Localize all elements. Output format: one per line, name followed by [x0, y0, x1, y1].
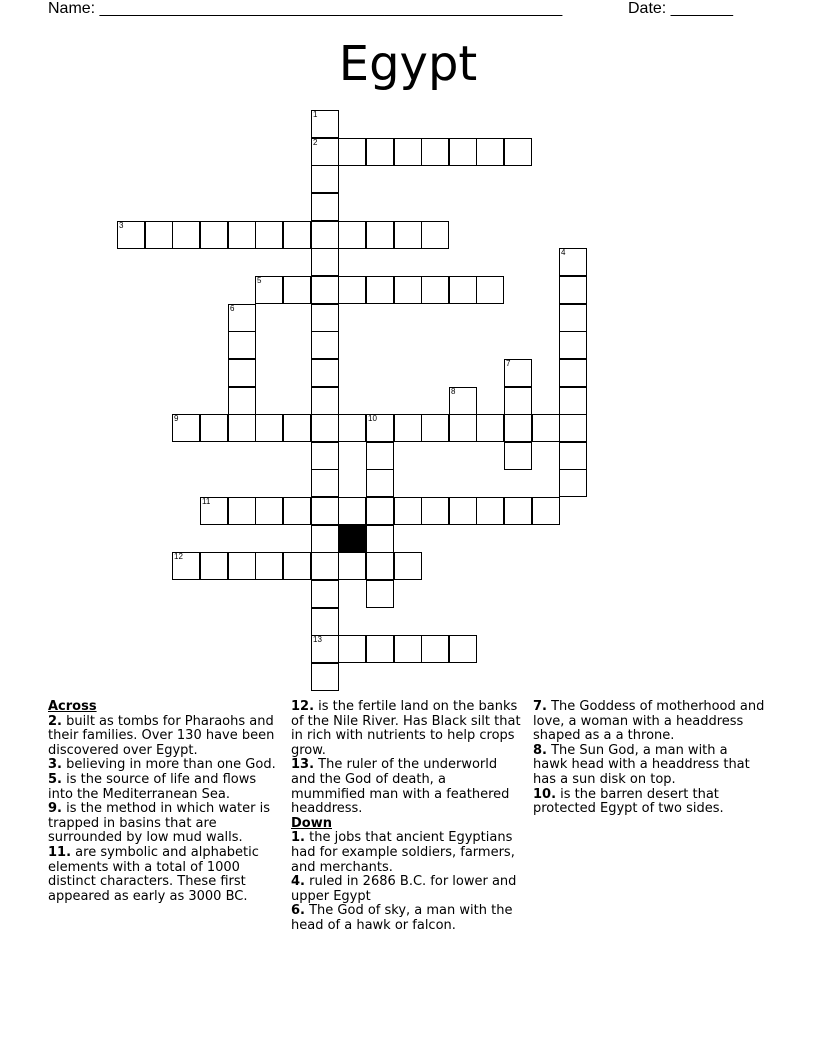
cell-number: 4: [561, 248, 566, 257]
crossword-cell[interactable]: [255, 276, 283, 304]
crossword-cell[interactable]: [311, 608, 339, 636]
crossword-cell[interactable]: [394, 497, 422, 525]
crossword-cell[interactable]: [366, 552, 394, 580]
crossword-cell[interactable]: [283, 414, 311, 442]
black-cell: [338, 525, 366, 553]
cell-number: 8: [451, 387, 456, 396]
clue-text: ruled in 2686 B.C. for lower and upper Egypt: [291, 874, 517, 904]
crossword-cell[interactable]: [366, 525, 394, 553]
crossword-cell[interactable]: [421, 414, 449, 442]
crossword-cell[interactable]: [228, 221, 256, 249]
crossword-cell[interactable]: [283, 276, 311, 304]
clue-across-12: [291, 700, 523, 758]
crossword-cell[interactable]: [311, 331, 339, 359]
crossword-cell[interactable]: [559, 442, 587, 470]
crossword-cell[interactable]: [449, 138, 477, 166]
crossword-cell[interactable]: [394, 276, 422, 304]
crossword-cell[interactable]: [338, 414, 366, 442]
crossword-cell[interactable]: [311, 497, 339, 525]
crossword-cell[interactable]: [366, 276, 394, 304]
clue-number: 13.: [291, 757, 315, 773]
crossword-cell[interactable]: [559, 387, 587, 415]
clue-number: 7.: [533, 699, 547, 714]
clue-across-9: [48, 802, 280, 846]
crossword-cell[interactable]: [476, 138, 504, 166]
crossword-cell[interactable]: [311, 221, 339, 249]
crossword-cell[interactable]: [338, 635, 366, 663]
clue-number: 9.: [48, 801, 62, 817]
clue-text: is the method in which water is trapped in basins that are surrounded by low mud walls.: [48, 801, 270, 846]
crossword-cell[interactable]: [200, 414, 228, 442]
crossword-cell[interactable]: [559, 248, 587, 276]
crossword-cell[interactable]: [559, 276, 587, 304]
crossword-cell[interactable]: [476, 276, 504, 304]
crossword-cell[interactable]: [476, 414, 504, 442]
crossword-cell[interactable]: [255, 221, 283, 249]
crossword-cell[interactable]: [228, 331, 256, 359]
page-title: Egypt: [338, 36, 478, 92]
crossword-cell[interactable]: [255, 497, 283, 525]
crossword-cell[interactable]: [504, 497, 532, 525]
crossword-cell[interactable]: [228, 304, 256, 332]
cell-number: 12: [174, 552, 183, 561]
crossword-cell[interactable]: [311, 469, 339, 497]
cell-number: 10: [368, 414, 377, 423]
name-field-label: Name: ____________________________________________________: [48, 0, 563, 17]
clue-text: believing in more than one God.: [61, 757, 276, 773]
clue-down-4: [291, 875, 523, 904]
crossword-cell[interactable]: [311, 276, 339, 304]
crossword-cell[interactable]: [421, 138, 449, 166]
crossword-cell[interactable]: [366, 580, 394, 608]
crossword-cell[interactable]: [421, 221, 449, 249]
clue-across-3: [48, 758, 280, 773]
crossword-cell[interactable]: [449, 635, 477, 663]
crossword-cell[interactable]: [228, 552, 256, 580]
crossword-cell[interactable]: [172, 414, 200, 442]
crossword-cell[interactable]: [449, 497, 477, 525]
crossword-cell[interactable]: [228, 497, 256, 525]
crossword-cell[interactable]: [559, 414, 587, 442]
crossword-cell[interactable]: [311, 248, 339, 276]
clue-number: 11.: [48, 844, 72, 860]
crossword-cell[interactable]: [449, 276, 477, 304]
crossword-cell[interactable]: [449, 387, 477, 415]
crossword-cell[interactable]: [228, 414, 256, 442]
cell-number: 13: [313, 635, 322, 644]
crossword-cell[interactable]: [559, 331, 587, 359]
clue-text: is the fertile land on the banks of the Nile River. Has Black silt that in rich with nutrients to help crops grow.: [291, 699, 521, 758]
clue-text: are symbolic and alphabetic elements with a total of 1000 distinct characters. These first appeared as early as 3000 BC.: [48, 844, 259, 904]
clue-number: 8.: [533, 742, 547, 758]
cell-number: 7: [506, 359, 511, 368]
clue-down-8: [533, 744, 765, 788]
crossword-cell[interactable]: [532, 414, 560, 442]
clue-text: built as tombs for Pharaohs and their families. Over 130 have been discovered over Egypt.: [48, 713, 275, 758]
crossword-cell[interactable]: [366, 414, 394, 442]
clue-column-2: [291, 700, 523, 934]
crossword-cell[interactable]: [394, 635, 422, 663]
clue-text: is the source of life and flows into the Mediterranean Sea.: [48, 771, 257, 802]
crossword-cell[interactable]: [338, 276, 366, 304]
clue-text: The Goddess of motherhood and love, a woman with a headdress shaped as a a throne.: [533, 699, 765, 744]
crossword-cell[interactable]: [311, 387, 339, 415]
crossword-cell[interactable]: [228, 359, 256, 387]
clue-column-3: [533, 700, 765, 817]
crossword-cell[interactable]: [504, 442, 532, 470]
cell-number: 3: [119, 221, 124, 230]
clue-number: 5.: [48, 771, 62, 787]
crossword-cell[interactable]: [559, 359, 587, 387]
crossword-cell[interactable]: [366, 138, 394, 166]
clue-text: the jobs that ancient Egyptians had for example soldiers, farmers, and merchants.: [291, 830, 515, 875]
cell-number: 6: [230, 304, 235, 313]
clue-number: 2.: [48, 713, 62, 729]
clue-number: 1.: [291, 830, 305, 846]
crossword-cell[interactable]: [311, 359, 339, 387]
clue-text: The ruler of the underworld and the God of death, a mummified man with a feathered headdress.: [291, 757, 510, 817]
crossword-cell[interactable]: [311, 138, 339, 166]
clue-text: The Sun God, a man with a hawk head with a headdress that has a sun disk on top.: [533, 742, 750, 787]
crossword-cell[interactable]: [228, 387, 256, 415]
crossword-cell[interactable]: [283, 497, 311, 525]
crossword-cell[interactable]: [255, 552, 283, 580]
across-heading: Across: [48, 699, 97, 714]
crossword-cell[interactable]: [421, 635, 449, 663]
crossword-cell[interactable]: [311, 193, 339, 221]
crossword-cell[interactable]: [366, 635, 394, 663]
crossword-cell[interactable]: [338, 497, 366, 525]
clue-number: 10.: [533, 786, 557, 802]
crossword-cell[interactable]: [172, 221, 200, 249]
crossword-cell[interactable]: [283, 552, 311, 580]
crossword-cell[interactable]: [311, 165, 339, 193]
crossword-cell[interactable]: [145, 221, 173, 249]
crossword-cell[interactable]: [559, 469, 587, 497]
crossword-cell[interactable]: [255, 414, 283, 442]
crossword-cell[interactable]: [311, 580, 339, 608]
crossword-cell[interactable]: [311, 635, 339, 663]
cell-number: 2: [313, 138, 318, 147]
crossword-cell[interactable]: [200, 221, 228, 249]
crossword-cell[interactable]: [366, 442, 394, 470]
crossword-cell[interactable]: [311, 552, 339, 580]
clue-number: 3.: [48, 757, 62, 773]
clue-across-5: [48, 773, 280, 802]
crossword-cell[interactable]: [311, 110, 339, 138]
clue-across-13: [291, 758, 523, 816]
cell-number: 1: [313, 110, 318, 119]
crossword-cell[interactable]: [394, 552, 422, 580]
crossword-cell[interactable]: [394, 138, 422, 166]
clue-number: 4.: [291, 874, 305, 890]
clue-down-6: [291, 904, 523, 933]
clue-down-1: [291, 831, 523, 875]
crossword-cell[interactable]: [311, 525, 339, 553]
crossword-cell[interactable]: [449, 414, 477, 442]
clue-column-1: [48, 700, 280, 904]
down-heading: Down: [291, 815, 332, 831]
clue-down-7: [533, 700, 765, 744]
clue-text: The God of sky, a man with the head of a hawk or falcon.: [291, 903, 513, 933]
crossword-cell[interactable]: [200, 552, 228, 580]
crossword-cell[interactable]: [366, 221, 394, 249]
crossword-cell[interactable]: [421, 276, 449, 304]
crossword-cell[interactable]: [504, 414, 532, 442]
crossword-cell[interactable]: [366, 469, 394, 497]
crossword-cell[interactable]: [311, 442, 339, 470]
crossword-cell[interactable]: [421, 497, 449, 525]
crossword-cell[interactable]: [394, 414, 422, 442]
crossword-cell[interactable]: [338, 221, 366, 249]
crossword-cell[interactable]: [117, 221, 145, 249]
date-field-label: Date: _______: [628, 0, 733, 17]
clue-number: 6.: [291, 903, 305, 919]
crossword-cell[interactable]: [504, 138, 532, 166]
clue-across-11: [48, 846, 280, 904]
crossword-cell[interactable]: [200, 497, 228, 525]
crossword-cell[interactable]: [311, 414, 339, 442]
clue-down-10: [533, 788, 765, 817]
clue-number: 12.: [291, 699, 315, 714]
crossword-cell[interactable]: [338, 552, 366, 580]
crossword-cell[interactable]: [476, 497, 504, 525]
crossword-cell[interactable]: [311, 304, 339, 332]
crossword-cell[interactable]: [394, 221, 422, 249]
cell-number: 9: [174, 414, 179, 423]
crossword-cell[interactable]: [172, 552, 200, 580]
crossword-cell[interactable]: [559, 304, 587, 332]
crossword-cell[interactable]: [311, 663, 339, 691]
crossword-cell[interactable]: [532, 497, 560, 525]
crossword-cell[interactable]: [504, 359, 532, 387]
crossword-cell[interactable]: [504, 387, 532, 415]
crossword-cell[interactable]: [283, 221, 311, 249]
cell-number: 5: [257, 276, 262, 285]
crossword-cell[interactable]: [366, 497, 394, 525]
clue-across-2: [48, 715, 280, 759]
clue-text: is the barren desert that protected Egypt of two sides.: [533, 786, 724, 817]
crossword-cell[interactable]: [338, 138, 366, 166]
cell-number: 11: [202, 497, 211, 506]
